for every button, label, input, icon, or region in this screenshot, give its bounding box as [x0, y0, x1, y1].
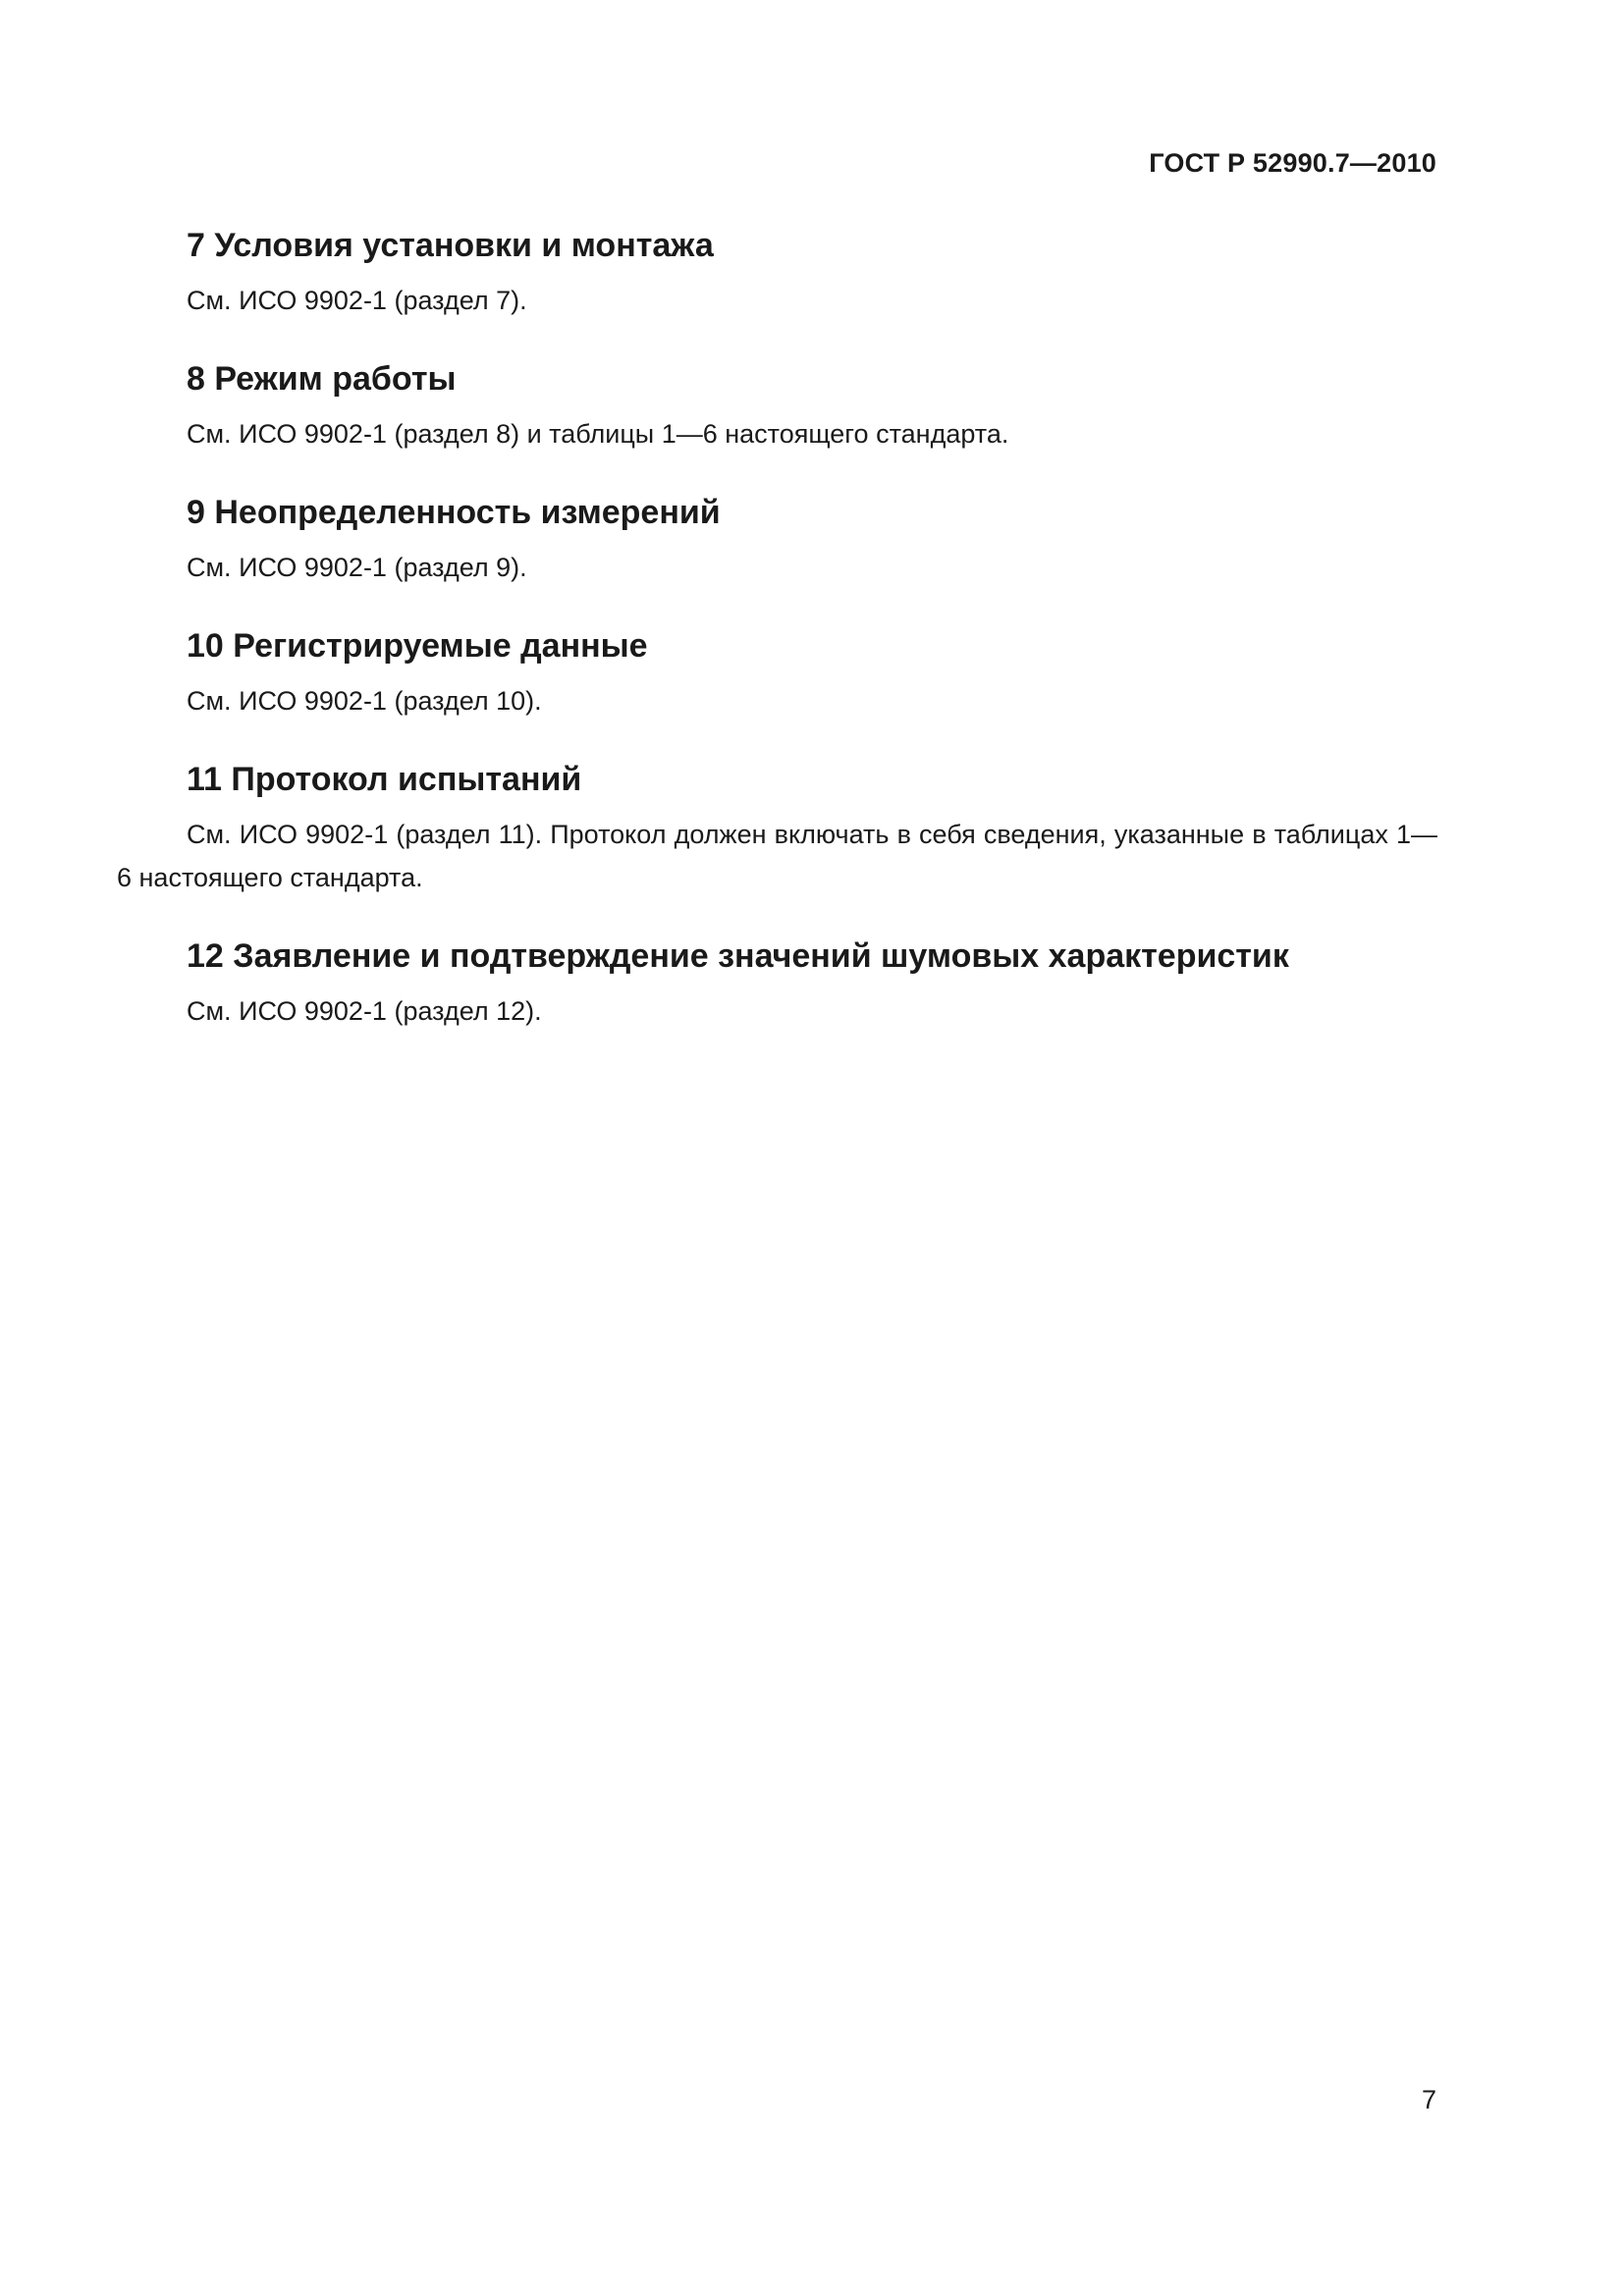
section-heading: 11 Протокол испытаний	[187, 761, 582, 798]
section-text: См. ИСО 9902-1 (раздел 10).	[187, 686, 542, 716]
document-code-header: ГОСТ Р 52990.7—2010	[1149, 148, 1436, 178]
section-text: См. ИСО 9902-1 (раздел 12).	[187, 996, 542, 1026]
document-body	[117, 222, 1437, 1033]
section-heading: 9 Неопределенность измерений	[187, 494, 721, 531]
section-7	[117, 222, 1437, 322]
section-10	[117, 622, 1437, 722]
section-11	[117, 756, 1437, 899]
section-text: См. ИСО 9902-1 (раздел 9).	[187, 553, 527, 582]
section-9	[117, 489, 1437, 589]
section-heading: 7 Условия установки и монтажа	[187, 227, 714, 264]
section-text: См. ИСО 9902-1 (раздел 8) и таблицы 1—6 настоящего стандарта.	[187, 419, 1009, 449]
section-heading: 8 Режим работы	[187, 360, 457, 398]
section-text: См. ИСО 9902-1 (раздел 11). Протокол должен включать в себя сведения, указанные в таблицах 1—6 настоящего стандарта.	[117, 820, 1437, 892]
section-heading: 12 Заявление и подтверждение значений шумовых характеристик	[187, 937, 1289, 975]
section-12	[117, 933, 1437, 1033]
page-number: 7	[1421, 2085, 1436, 2114]
section-8	[117, 355, 1437, 455]
section-text: См. ИСО 9902-1 (раздел 7).	[187, 286, 527, 315]
section-heading: 10 Регистрируемые данные	[187, 627, 648, 665]
